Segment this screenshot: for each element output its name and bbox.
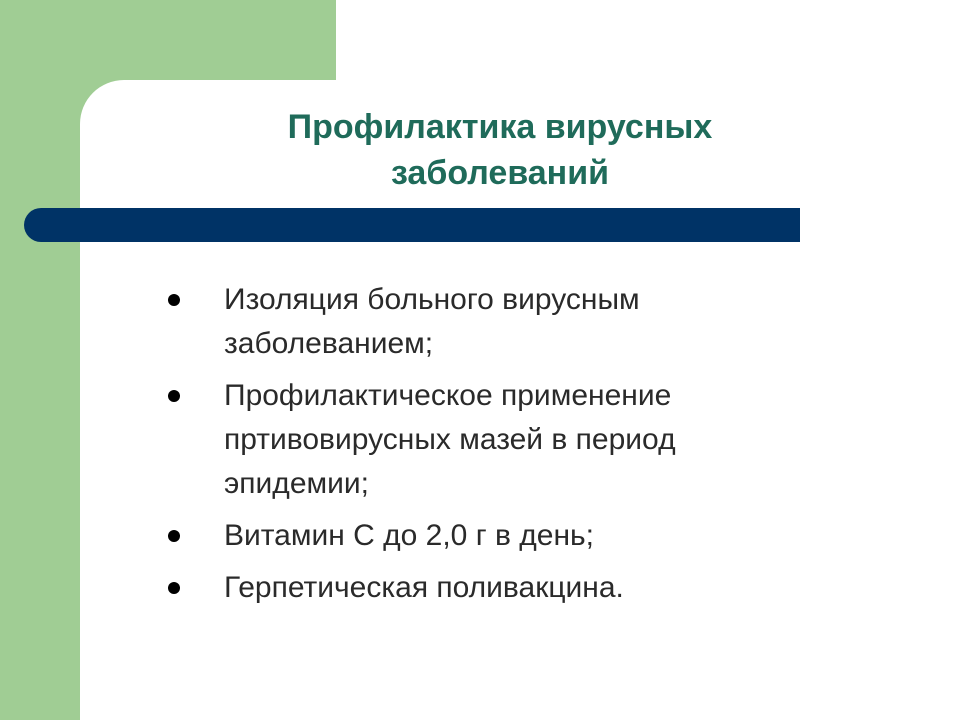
bullet-text-line: Профилактическое применение bbox=[224, 379, 672, 412]
title-divider-bar bbox=[24, 208, 800, 242]
bullet-dot-icon bbox=[168, 390, 180, 402]
bullet-item bbox=[160, 374, 860, 506]
bullet-text-line: Изоляция больного вирусным bbox=[224, 283, 640, 316]
bullet-item bbox=[160, 566, 860, 610]
bullet-item bbox=[160, 514, 860, 558]
bullet-text-line: заболеванием; bbox=[224, 327, 434, 360]
bullet-text-line: Витамин С до 2,0 г в день; bbox=[224, 519, 594, 552]
bullet-text-line: Герпетическая поливакцина. bbox=[224, 571, 624, 604]
bullet-list bbox=[160, 278, 860, 618]
bullet-dot-icon bbox=[168, 530, 180, 542]
bullet-dot-icon bbox=[168, 582, 180, 594]
bullet-dot-icon bbox=[168, 294, 180, 306]
slide-title-line: заболеваний bbox=[390, 154, 610, 192]
bullet-item bbox=[160, 278, 860, 366]
slide-title-line: Профилактика вирусных bbox=[287, 108, 713, 146]
bullet-text-line: пртивовирусных мазей в период bbox=[224, 423, 676, 456]
slide-title bbox=[200, 104, 800, 196]
bullet-text-line: эпидемии; bbox=[224, 467, 369, 500]
